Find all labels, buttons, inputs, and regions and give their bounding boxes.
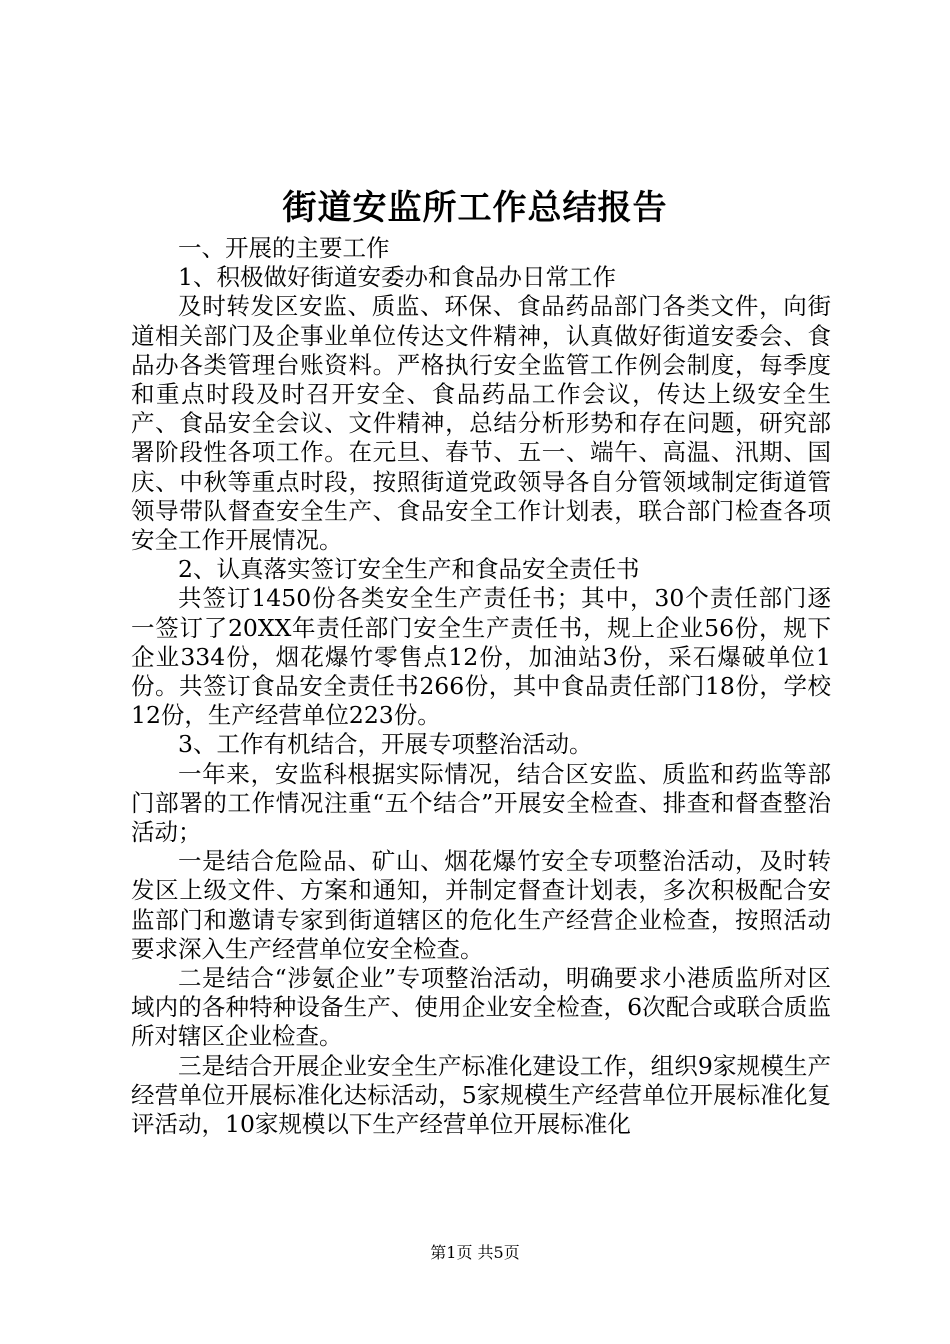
- subsection-heading: 2、认真落实签订安全生产和食品安全责任书: [178, 555, 640, 584]
- body-paragraph: 及时转发区安监、质监、环保、食品药品部门各类文件，向街道相关部门及企事业单位传达文件精神，认真做好街道安委会、食品办各类管理台账资料。严格执行安全监管工作例会制度，每季度和重点时段及时召开安全、食品药品工作会议，传达上级安全生产、食品安全会议、文件精神，总结分析形势和存在问题，研究部署阶段性各项工作。在元旦、春节、五一、端午、高温、汛期、国庆、中秋等重点时段，按照街道党政领导各自分管领域制定街道管领导带队督查安全生产、食品安全工作计划表，联合部门检查各项安全工作开展情况。: [131, 292, 831, 555]
- document-title: 街道安监所工作总结报告: [282, 188, 668, 228]
- page-footer: 第1页 共5页: [430, 1243, 520, 1262]
- body-paragraph: 一年来，安监科根据实际情况，结合区安监、质监和药监等部门部署的工作情况注重“五个结合”开展安全检查、排查和督查整治活动；: [131, 759, 831, 847]
- body-paragraph: 共签订1450份各类安全生产责任书；其中，30个责任部门逐一签订了20XX年责任部门安全生产责任书，规上企业56份，规下企业334份，烟花爆竹零售点12份，加油站3份，采石爆破单位1份。共签订食品安全责任书266份，其中食品责任部门18份，学校12份，生产经营单位223份。: [131, 584, 831, 730]
- document-body: [131, 234, 831, 1139]
- body-paragraph: 三是结合开展企业安全生产标准化建设工作，组织9家规模生产经营单位开展标准化达标活动，5家规模生产经营单位开展标准化复评活动，10家规模以下生产经营单位开展标准化: [131, 1051, 831, 1139]
- body-paragraph: 一是结合危险品、矿山、烟花爆竹安全专项整治活动，及时转发区上级文件、方案和通知，并制定督查计划表，多次积极配合安监部门和邀请专家到街道辖区的危化生产经营企业检查，按照活动要求深入生产经营单位安全检查。: [131, 847, 831, 963]
- subsection-heading: 3、工作有机结合，开展专项整治活动。: [178, 730, 593, 759]
- section-heading: 一、开展的主要工作: [178, 234, 390, 262]
- subsection-heading: 1、积极做好街道安委办和食品办日常工作: [178, 263, 616, 292]
- body-paragraph: 二是结合“涉氨企业”专项整治活动，明确要求小港质监所对区域内的各种特种设备生产、使用企业安全检查，6次配合或联合质监所对辖区企业检查。: [131, 964, 831, 1051]
